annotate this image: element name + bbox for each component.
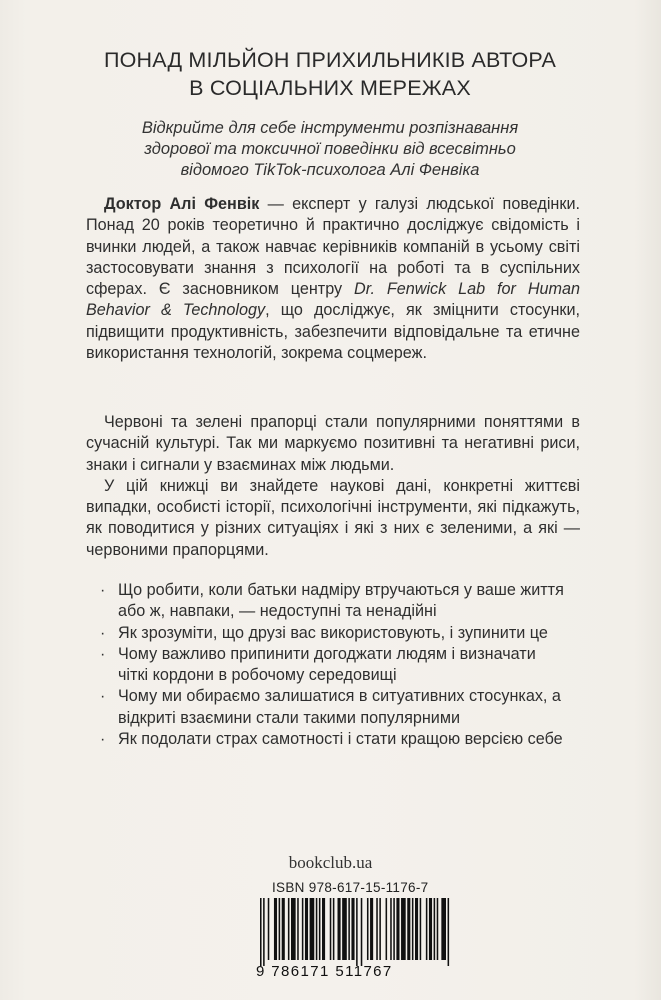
subtitle-line-3: відомого TikTok-психолога Алі Фенвіка	[180, 161, 480, 179]
barcode-icon	[256, 898, 452, 966]
topics-list	[98, 580, 568, 750]
bullet-icon: ·	[100, 645, 106, 663]
author-bio-text-2: , що досліджує, як зміцнити стосунки, підвищити продуктивність, забезпечити відповідальне та етичне використання технологій, зокрема соцмереж.	[86, 301, 581, 363]
bullet-icon: ·	[100, 688, 106, 706]
lab-name: Dr. Fenwick Lab for Human Behavior & Technology	[86, 280, 581, 320]
publisher-website: bookclub.ua	[288, 853, 373, 872]
subtitle	[60, 118, 600, 181]
headline	[40, 46, 620, 102]
subtitle-line-2: здорової та токсичної поведінки від всесвітньо	[144, 140, 516, 158]
headline-line-1: ПОНАД МІЛЬЙОН ПРИХИЛЬНИКІВ АВТОРА	[103, 48, 557, 72]
list-item: · Як подолати страх самотності і стати кращою версією себе	[98, 729, 568, 750]
list-item: · Чому важливо припинити догоджати людям і визначати чіткі кордони в робочому середовищі	[100, 644, 536, 685]
headline-line-2: В СОЦІАЛЬНИХ МЕРЕЖАХ	[189, 76, 471, 100]
barcode-digits: 9 786171 511767	[256, 963, 393, 980]
bullet-icon: ·	[100, 582, 106, 599]
list-item: · Що робити, коли батьки надміру втручаються у ваше життя або ж, навпаки, — недоступні та ненадійні	[100, 581, 564, 621]
bullet-icon: ·	[100, 731, 106, 749]
author-name: Доктор Алі Фенвік	[104, 195, 260, 213]
list-item: · Чому ми обираємо залишатися в ситуативних стосунках, а відкриті взаємини стали такими популярними	[100, 687, 561, 727]
book-description	[86, 412, 580, 561]
author-bio-text-1: — експерт у галузі людської поведінки. Понад 20 років теоретично й практично досліджує свідомість і вчинки людей, а також навчає керівників компаній в усьому світі застосовувати знання з психології на роботі та в суспільних сферах. Є засновником центру	[86, 195, 580, 299]
description-paragraph-2: У цій книжці ви знайдете наукові дані, конкретні життєві випадки, особисті історії, психологічні інструменти, які підкажуть, як поводитися у різних ситуаціях і які з них є зеленими, а які — червоними прапорцями.	[86, 476, 580, 559]
description-paragraph-1: Червоні та зелені прапорці стали популярними поняттями в сучасній культурі. Так ми маркуємо позитивні та негативні риси, знаки і сигнали у взаєминах між людьми.	[86, 413, 580, 474]
author-bio	[86, 194, 580, 364]
author-bio-paragraph	[86, 194, 580, 364]
subtitle-line-1: Відкрийте для себе інструменти розпізнавання	[141, 119, 519, 137]
isbn-text: ISBN 978-617-15-1176-7	[272, 880, 429, 895]
list-item: · Як зрозуміти, що друзі вас використовують, і зупинити це	[98, 623, 568, 644]
bullet-icon: ·	[100, 624, 106, 642]
